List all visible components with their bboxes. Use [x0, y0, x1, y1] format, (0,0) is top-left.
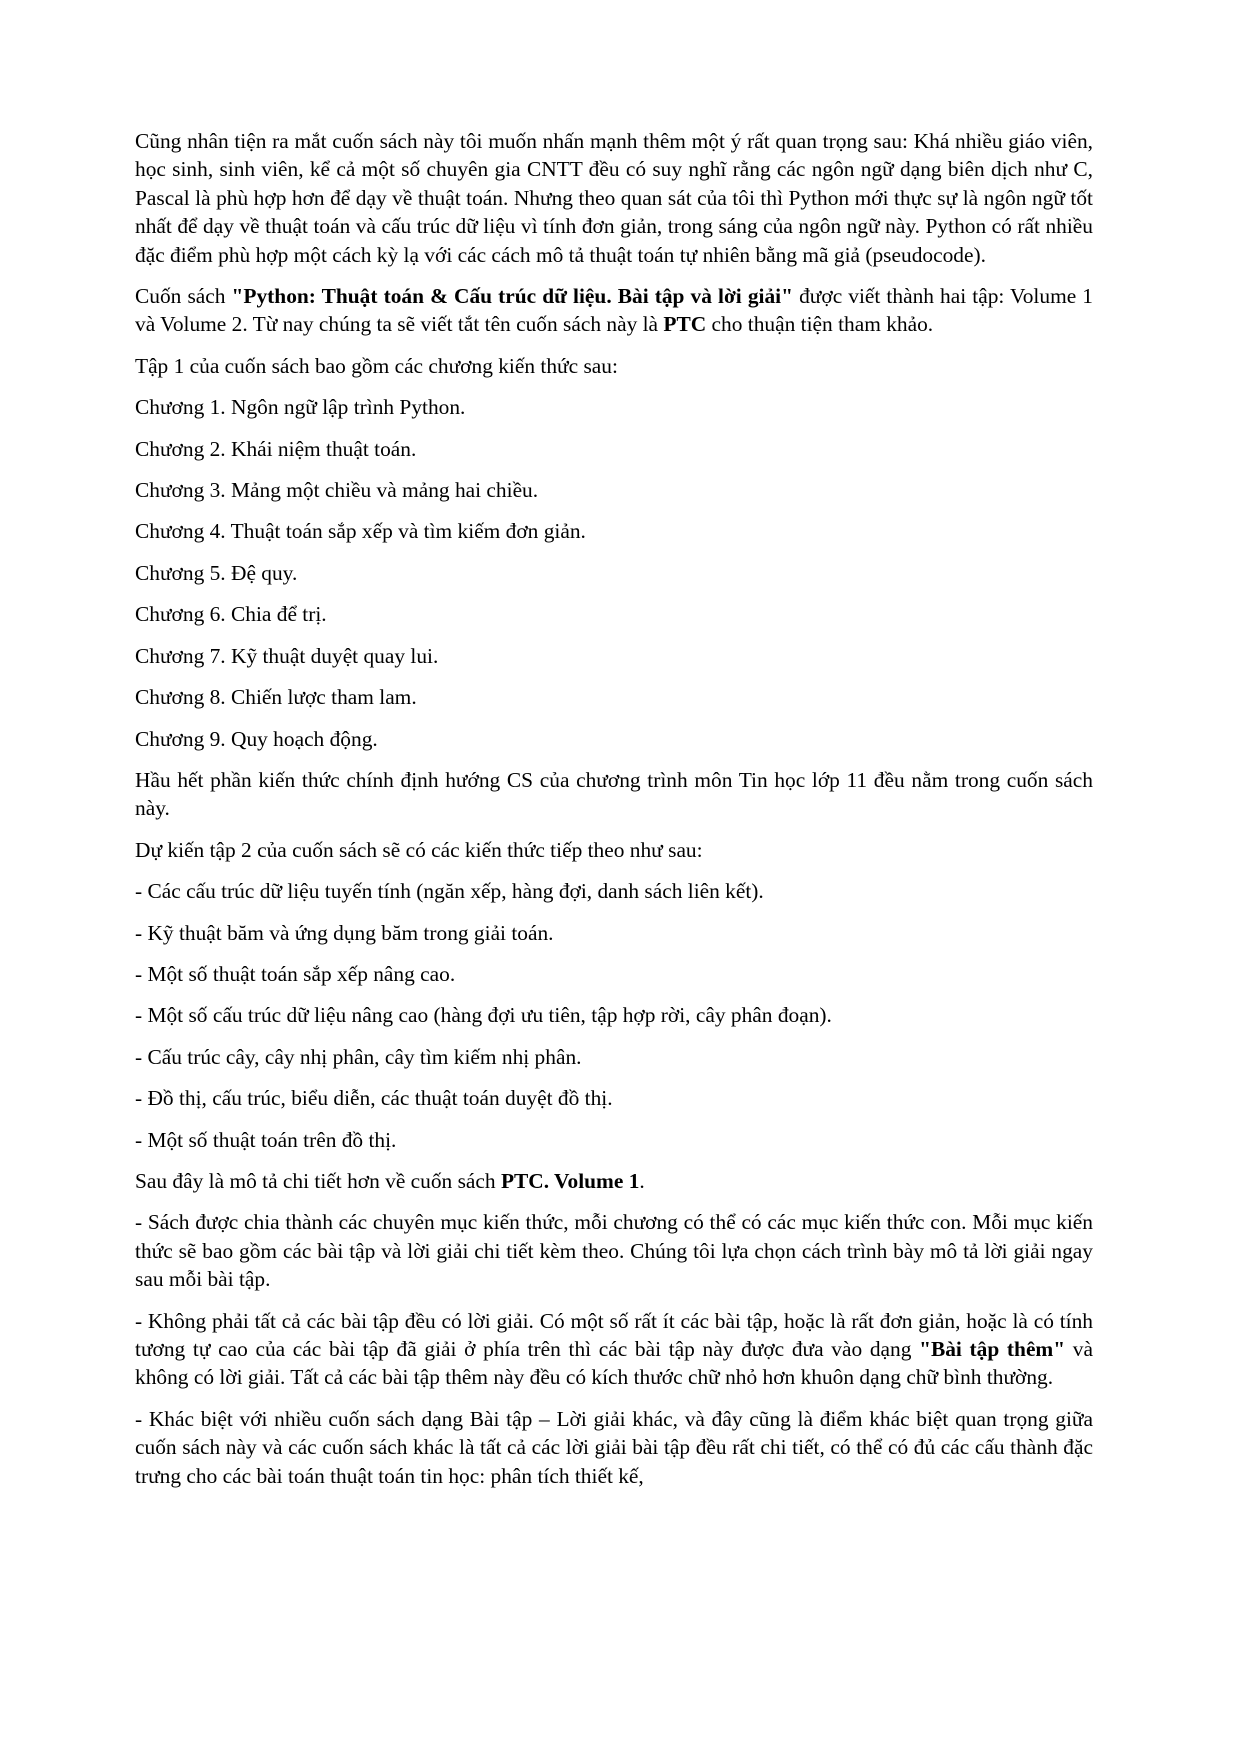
text-run: Cũng nhân tiện ra mắt cuốn sách này tôi muốn nhấn mạnh thêm một ý rất quan trọng sau: Khá nhiều giáo viên, học sinh, sinh viên, kể cả một số chuyên gia CNTT đều có suy nghĩ rằng các ngôn ngữ dạng biên dịch như C, Pascal là phù hợp hơn để dạy về thuật toán. Nhưng theo quan sát của tôi thì Python mới thực sự là ngôn ngữ tốt nhất để dạy về thuật toán và cấu trúc dữ liệu vì tính đơn giản, trong sáng của ngôn ngữ này. Python có rất nhiều đặc điểm phù hợp một cách kỳ lạ với các cách mô tả thuật toán tự nhiên bằng mã giả (pseudocode).	[135, 129, 1093, 267]
text-run: Chương 9. Quy hoạch động.	[135, 726, 378, 751]
list-item-volume2-topic-7	[135, 1126, 1093, 1154]
text-run: và không có lời giải. Tất cả các bài tập thêm này đều có kích thước chữ nhỏ hơn khuôn dạng chữ bình thường.	[135, 1337, 1093, 1390]
para-extra-exercises	[135, 1307, 1093, 1392]
para-preface	[135, 127, 1093, 269]
list-item-chapter-9	[135, 725, 1093, 753]
list-item-chapter-5	[135, 559, 1093, 587]
text-run: Tập 1 của cuốn sách bao gồm các chương kiến thức sau:	[135, 353, 618, 378]
text-run: Cuốn sách	[135, 284, 232, 309]
list-item-volume2-topic-6	[135, 1084, 1093, 1112]
bold-text-run: "Python: Thuật toán & Cấu trúc dữ liệu. Bài tập và lời giải"	[231, 284, 793, 309]
text-run: - Một số cấu trúc dữ liệu nâng cao (hàng đợi ưu tiên, tập hợp rời, cây phân đoạn).	[135, 1003, 832, 1028]
text-run: Chương 3. Mảng một chiều và mảng hai chiều.	[135, 478, 539, 503]
bold-text-run: "Bài tập thêm"	[919, 1337, 1066, 1361]
para-detail-intro	[135, 1167, 1093, 1195]
list-item-volume2-topic-5	[135, 1043, 1093, 1071]
list-item-chapter-1	[135, 393, 1093, 421]
text-run: Dự kiến tập 2 của cuốn sách sẽ có các kiến thức tiếp theo như sau:	[135, 837, 703, 862]
text-run: được viết thành hai tập: Volume 1 và Volume 2. Từ nay chúng ta sẽ viết tắt tên cuốn sách này là	[135, 284, 1093, 337]
text-run: cho thuận tiện tham khảo.	[706, 312, 934, 337]
bold-text-run: PTC. Volume 1	[500, 1168, 640, 1193]
text-run: - Không phải tất cả các bài tập đều có lời giải. Có một số rất ít các bài tập, hoặc là rất đơn giản, hoặc là có tính tương tự cao của các bài tập đã giải ở phía trên thì các bài tập này được đưa vào dạng	[135, 1308, 1093, 1361]
para-volume2-intro	[135, 836, 1093, 864]
text-run: - Kỹ thuật băm và ứng dụng băm trong giải toán.	[135, 920, 554, 945]
text-run: Chương 1. Ngôn ngữ lập trình Python.	[135, 395, 466, 420]
text-run: Hầu hết phần kiến thức chính định hướng CS của chương trình môn Tin học lớp 11 đều nằm trong cuốn sách này.	[135, 767, 1093, 821]
list-item-chapter-3	[135, 476, 1093, 504]
text-run: Chương 6. Chia để trị.	[135, 602, 327, 627]
document-body	[135, 127, 1093, 1503]
text-run: Chương 4. Thuật toán sắp xếp và tìm kiếm đơn giản.	[135, 519, 586, 544]
text-run: - Sách được chia thành các chuyên mục kiến thức, mỗi chương có thể có các mục kiến thức con. Mỗi mục kiến thức sẽ bao gồm các bài tập và lời giải chi tiết kèm theo. Chúng tôi lựa chọn cách trình bày mô tả lời giải ngay sau mỗi bài tập.	[135, 1210, 1093, 1292]
text-run: Chương 2. Khái niệm thuật toán.	[135, 436, 417, 461]
text-run: .	[639, 1168, 645, 1193]
para-cs-curriculum	[135, 766, 1093, 823]
para-book-title	[135, 282, 1093, 339]
para-volume1-contents-intro	[135, 352, 1093, 380]
text-run: Chương 7. Kỹ thuật duyệt quay lui.	[135, 643, 439, 668]
list-item-volume2-topic-4	[135, 1001, 1093, 1029]
text-run: Chương 8. Chiến lược tham lam.	[135, 685, 417, 710]
text-run: - Cấu trúc cây, cây nhị phân, cây tìm kiếm nhị phân.	[135, 1044, 582, 1069]
text-run: Chương 5. Đệ quy.	[135, 560, 298, 585]
list-item-chapter-7	[135, 642, 1093, 670]
list-item-volume2-topic-1	[135, 877, 1093, 905]
para-book-structure	[135, 1208, 1093, 1293]
text-run: - Khác biệt với nhiều cuốn sách dạng Bài tập – Lời giải khác, và đây cũng là điểm khác biệt quan trọng giữa cuốn sách này và các cuốn sách khác là tất cả các lời giải bài tập đều rất chi tiết, có thể có đủ các cấu thành đặc trưng cho các bài toán thuật toán tin học: phân tích thiết kế,	[135, 1406, 1093, 1488]
text-run: - Một số thuật toán trên đồ thị.	[135, 1127, 397, 1152]
text-run: - Đồ thị, cấu trúc, biểu diễn, các thuật toán duyệt đồ thị.	[135, 1086, 613, 1111]
text-run: - Một số thuật toán sắp xếp nâng cao.	[135, 961, 456, 986]
list-item-chapter-2	[135, 435, 1093, 463]
list-item-chapter-4	[135, 517, 1093, 545]
list-item-volume2-topic-2	[135, 919, 1093, 947]
list-item-volume2-topic-3	[135, 960, 1093, 988]
text-run: - Các cấu trúc dữ liệu tuyến tính (ngăn xếp, hàng đợi, danh sách liên kết).	[135, 879, 764, 904]
list-item-chapter-8	[135, 683, 1093, 711]
text-run: Sau đây là mô tả chi tiết hơn về cuốn sách	[135, 1168, 501, 1193]
para-difference	[135, 1405, 1093, 1490]
bold-text-run: PTC	[663, 312, 707, 337]
list-item-chapter-6	[135, 600, 1093, 628]
